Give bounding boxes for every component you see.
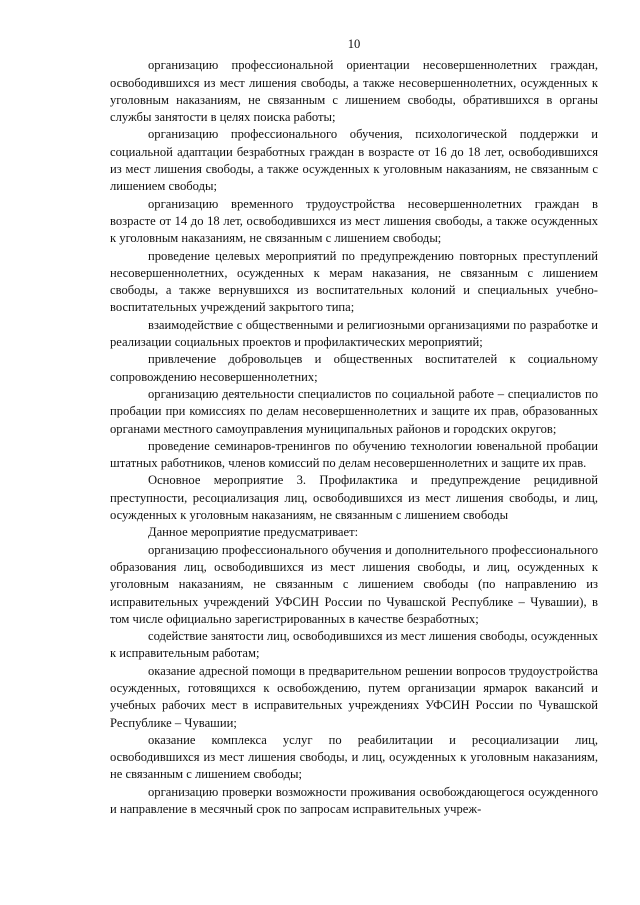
paragraph: организацию временного трудоустройства несовершеннолетних граждан в возрасте от 14 до 18 лет, освободившихся из мест лишения свободы, а также осужденных к уголовным наказаниям, не связанным с лишением свободы; <box>110 196 598 246</box>
paragraph: организацию проверки возможности проживания освобождающегося осужденного и направление в месячный срок по запросам исправительных учреж- <box>110 784 598 817</box>
paragraph: проведение целевых мероприятий по предупреждению повторных преступлений несовершеннолетних, осужденных к мерам наказания, не связанным с лишением свободы, а также вернувшихся из воспитательных колоний и специальных учебно-воспитательных учреждений закрытого типа; <box>110 248 598 315</box>
paragraph: взаимодействие с общественными и религиозными организациями по разработке и реализации социальных проектов и профилактических мероприятий; <box>110 317 598 350</box>
paragraph: Данное мероприятие предусматривает: <box>148 525 359 540</box>
paragraph: организацию профессионального обучения, психологической поддержки и социальной адаптации безработных граждан в возрасте от 16 до 18 лет, освободившихся из мест лишения свободы, а также осужденных к уголовным наказаниям, не связанным с лишением свободы; <box>110 127 598 194</box>
paragraph: привлечение добровольцев и общественных воспитателей к социальному сопровождению несовершеннолетних; <box>110 352 598 384</box>
paragraph: оказание адресной помощи в предварительном решении вопросов трудоустройства осужденных, готовящихся к освобождению, путем организации ярмарок вакансий и учебных рабочих мест в исправительных учреждениях УФСИН России по Чувашской Республике – Чувашии; <box>110 663 598 730</box>
page-number: 10 <box>347 37 361 51</box>
paragraph: организацию деятельности специалистов по социальной работе – специалистов по пробации при комиссиях по делам несовершеннолетних и защите их прав, образованных органами местного самоуправления муниципальных районов и городских округов; <box>110 386 598 436</box>
section-heading-paragraph: Основное мероприятие 3. Профилактика и предупреждение рецидивной преступности, ресоциализация лиц, освободившихся из мест лишения свободы, и лиц, осужденных к уголовным наказаниям, не связанным с лишением свободы <box>110 473 598 523</box>
paragraph: организацию профессиональной ориентации несовершеннолетних граждан, освободившихся из мест лишения свободы, а также несовершеннолетних, осужденных к уголовным наказаниям, не связанным с лишением свободы, обратившихся в органы службы занятости в целях поиска работы; <box>110 58 598 125</box>
paragraph: содействие занятости лиц, освободившихся из мест лишения свободы, осужденных к исправительным работам; <box>110 629 598 661</box>
paragraph: организацию профессионального обучения и дополнительного профессионального образования лиц, освободившихся из мест лишения свободы, и лиц, осужденных к уголовным наказаниям, не связанным с лишением свободы (по направлению из исправительных учреждений УФСИН России по Чувашской Республике – Чувашии), в том числе официально зарегистрированных в качестве безработных; <box>110 542 598 626</box>
document-page <box>110 36 598 818</box>
paragraph: оказание комплекса услуг по реабилитации и ресоциализации лиц, освободившихся из мест лишения свободы, и лиц, осужденных к уголовным наказаниям, не связанным с лишением свободы; <box>110 732 598 782</box>
paragraph: проведение семинаров-тренингов по обучению технологии ювенальной пробации штатных работников, членов комиссий по делам несовершеннолетних и защите их прав. <box>110 438 598 471</box>
